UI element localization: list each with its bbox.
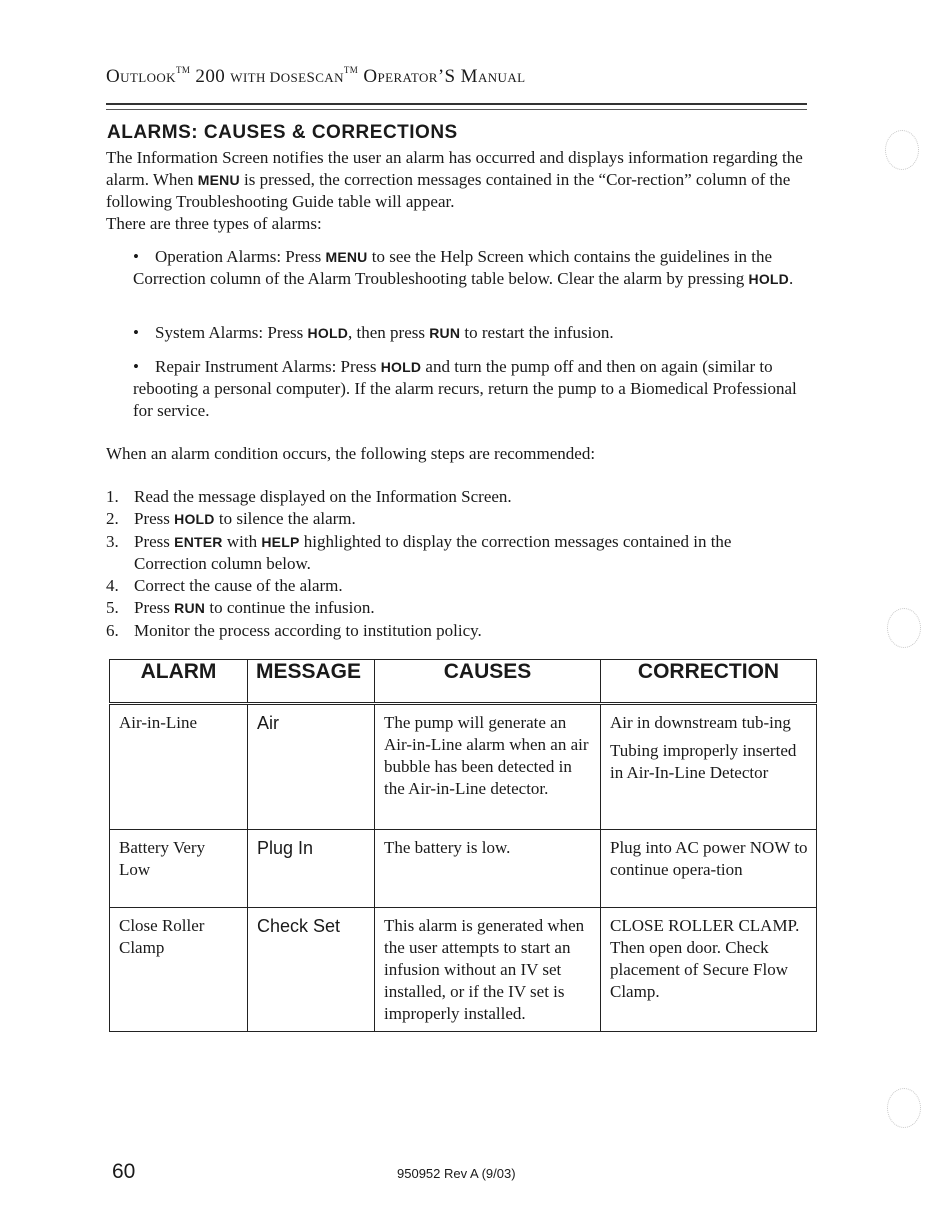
cell-correction: [601, 830, 817, 908]
running-header: OUTLOOK™ 200 WITH DOSESCAN™ OPERATOR’S MANUAL: [106, 64, 526, 87]
alarm-troubleshooting-table: [109, 659, 817, 1032]
table-header-row: [110, 660, 817, 704]
correction-line: Tubing improperly inserted in Air-In-Line Detector: [610, 741, 797, 782]
cell-message: Air: [248, 704, 375, 830]
page-number: 60: [112, 1160, 136, 1183]
bullet-marker: •: [133, 323, 139, 342]
bullet-marker: •: [133, 247, 139, 266]
steps-list: [106, 486, 806, 642]
cell-correction: [601, 908, 817, 1032]
cell-causes: The pump will generate an Air-in-Line alarm when an air bubble has been detected in the Air-in-Line detector.: [375, 704, 601, 830]
punch-hole-mark: [885, 130, 919, 170]
list-item: 2. Press HOLD to silence the alarm.: [106, 508, 356, 528]
column-header-message: MESSAGE: [248, 660, 375, 704]
punch-hole-mark: [887, 608, 921, 648]
bullet-operation-alarms: • Operation Alarms: Press MENU to see the Help Screen which contains the guidelines in the Correction column of the Alarm Troubleshooting table below. Clear the alarm by pressing HOLD.: [133, 247, 794, 288]
header-rule-top: [106, 103, 807, 105]
table-row: [110, 704, 817, 830]
bullet-system-alarms: • System Alarms: Press HOLD, then press RUN to restart the infusion.: [133, 323, 614, 342]
document-revision: 950952 Rev A (9/03): [397, 1166, 516, 1181]
cell-alarm: Battery Very Low: [110, 830, 248, 908]
punch-hole-mark: [887, 1088, 921, 1128]
cell-causes: This alarm is generated when the user attempts to start an infusion without an IV set installed, or if the IV set is improperly installed.: [375, 908, 601, 1032]
intro-paragraph: The Information Screen notifies the user an alarm has occurred and displays information regarding the alarm. When MENU is pressed, the correction messages contained in the “Cor-rection” column of the following Troubleshooting Guide table will appear.: [106, 148, 803, 211]
table-row: [110, 908, 817, 1032]
list-item: 5. Press RUN to continue the infusion.: [106, 597, 375, 617]
list-item: 6. Monitor the process according to institution policy.: [106, 620, 482, 640]
cell-correction: [601, 704, 817, 830]
cell-message: Plug In: [248, 830, 375, 908]
steps-intro: When an alarm condition occurs, the following steps are recommended:: [106, 444, 596, 463]
list-item: 3. Press ENTER with HELP highlighted to display the correction messages contained in the Correction column below.: [106, 531, 732, 574]
cell-alarm: Air-in-Line: [110, 704, 248, 830]
column-header-causes: CAUSES: [375, 660, 601, 704]
section-heading: ALARMS: CAUSES & CORRECTIONS: [107, 122, 458, 143]
correction-line: Plug into AC power NOW to continue opera-tion: [610, 838, 808, 879]
cell-alarm: Close Roller Clamp: [110, 908, 248, 1032]
column-header-alarm: ALARM: [110, 660, 248, 704]
cell-message: Check Set: [248, 908, 375, 1032]
correction-line: Air in downstream tub-ing: [610, 713, 791, 732]
list-item: 4. Correct the cause of the alarm.: [106, 576, 343, 596]
header-rule-bottom: [106, 109, 807, 110]
table-row: [110, 830, 817, 908]
list-item: 1. Read the message displayed on the Information Screen.: [106, 487, 512, 506]
cell-causes: The battery is low.: [375, 830, 601, 908]
bullet-marker: •: [133, 357, 139, 376]
alarm-types-intro: There are three types of alarms:: [106, 214, 322, 233]
bullet-repair-alarms: • Repair Instrument Alarms: Press HOLD and turn the pump off and then on again (similar to rebooting a personal computer). If the alarm recurs, return the pump to a Biomedical Professional for service.: [133, 357, 797, 420]
correction-line: CLOSE ROLLER CLAMP. Then open door. Check placement of Secure Flow Clamp.: [610, 916, 800, 1001]
column-header-correction: CORRECTION: [601, 660, 817, 704]
